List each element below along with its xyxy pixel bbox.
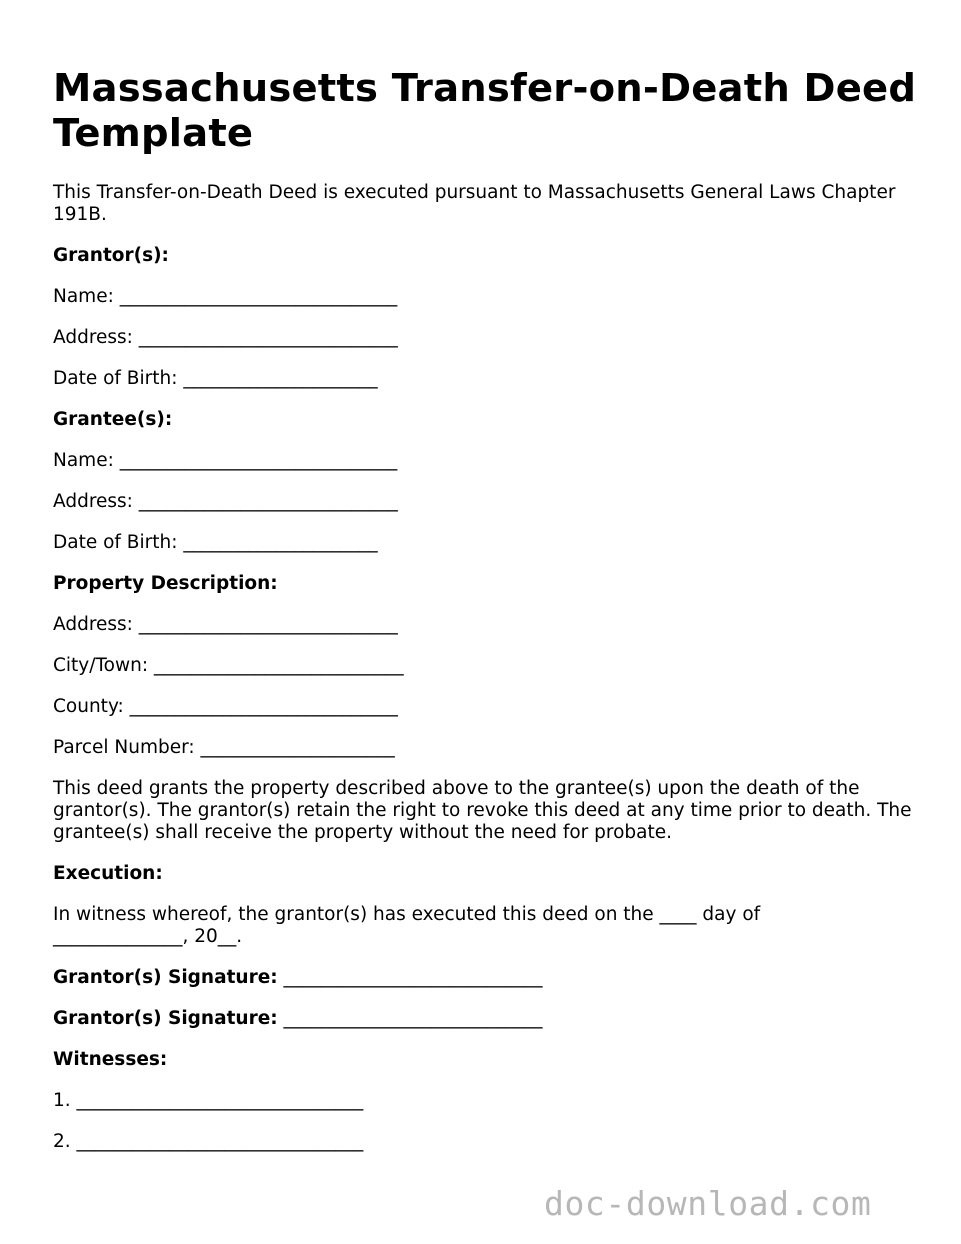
grantor-name-field: Name: ______________________________ xyxy=(53,286,398,307)
property-heading: Property Description: xyxy=(53,573,278,594)
property-city-field: City/Town: ___________________________ xyxy=(53,655,404,676)
witnesses-heading: Witnesses: xyxy=(53,1049,168,1070)
signature-line: ____________________________ xyxy=(277,1008,543,1029)
transfer-clause: This deed grants the property described above to the grantee(s) upon the death of the grantor(s). The grantor(s) retain the right to revoke this deed at any time prior to death. The grantee(s) shall receive the property without the need for probate. xyxy=(53,778,912,843)
signature-line: ____________________________ xyxy=(277,967,543,988)
grantor-signature-2 xyxy=(53,1008,923,1030)
execution-heading: Execution: xyxy=(53,863,163,884)
property-county-field: County: _____________________________ xyxy=(53,696,398,717)
grantee-dob-field: Date of Birth: _____________________ xyxy=(53,532,378,553)
property-parcel-field: Parcel Number: _____________________ xyxy=(53,737,395,758)
grantor-heading: Grantor(s): xyxy=(53,245,169,266)
grantee-address-field: Address: ____________________________ xyxy=(53,491,398,512)
execution-date-line: ______________, 20__. xyxy=(53,926,243,947)
signature-label: Grantor(s) Signature: xyxy=(53,967,278,988)
grantee-heading: Grantee(s): xyxy=(53,409,173,430)
property-address-field: Address: ____________________________ xyxy=(53,614,398,635)
execution-witness-line: In witness whereof, the grantor(s) has executed this deed on the ____ day of xyxy=(53,904,761,925)
witness-line-2: 2. _______________________________ xyxy=(53,1131,364,1152)
grantee-name-field: Name: ______________________________ xyxy=(53,450,398,471)
grantor-dob-field: Date of Birth: _____________________ xyxy=(53,368,378,389)
witness-line-1: 1. _______________________________ xyxy=(53,1090,364,1111)
intro-paragraph: This Transfer-on-Death Deed is executed pursuant to Massachusetts General Laws Chapter 191B. xyxy=(53,182,896,225)
grantor-signature-1 xyxy=(53,967,923,989)
watermark: doc-download.com xyxy=(544,1184,872,1223)
document-title: Massachusetts Transfer-on-Death Deed Template xyxy=(53,66,917,156)
document-page xyxy=(53,66,923,1153)
signature-label: Grantor(s) Signature: xyxy=(53,1008,278,1029)
grantor-address-field: Address: ____________________________ xyxy=(53,327,398,348)
